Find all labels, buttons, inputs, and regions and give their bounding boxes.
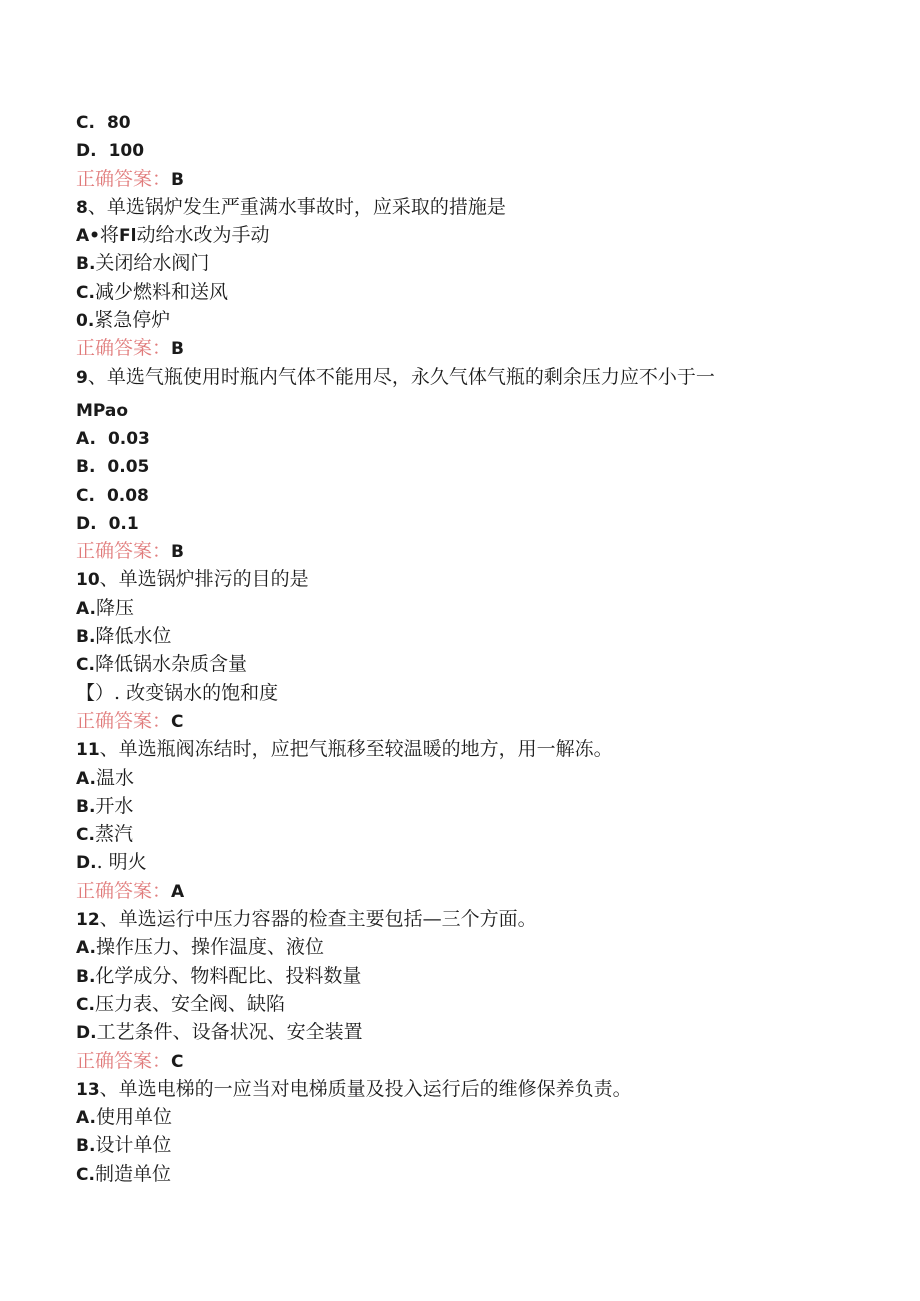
option-c-q8: C.减少燃料和送风: [76, 280, 228, 303]
option-d-q12: D.工艺条件、设备状况、安全装置: [76, 1021, 363, 1044]
option-d-q8: 0.紧急停炉: [76, 309, 171, 332]
answer-q11: 正确答案：A: [76, 879, 185, 902]
question-8-stem: 8、单选锅炉发生严重满水事故时，应采取的措施是: [76, 195, 506, 218]
exam-page: [76, 108, 876, 1188]
option-a-q13: A.使用单位: [76, 1106, 172, 1129]
answer-q12: 正确答案：C: [76, 1049, 184, 1072]
answer-q7: 正确答案：B: [76, 167, 184, 190]
question-11-stem: 11、单选瓶阀冻结时，应把气瓶移至较温暖的地方，用一解冻。: [76, 738, 613, 761]
option-c-q9: C. 0.08: [76, 485, 149, 506]
option-a-q12: A.操作压力、操作温度、液位: [76, 936, 324, 959]
option-c-q10: C.降低锅水杂质含量: [76, 653, 247, 676]
option-d-q10: 【）. 改变锅水的饱和度: [76, 681, 279, 704]
option-a-q11: A.温水: [76, 766, 134, 789]
option-b-q11: B.开水: [76, 794, 134, 817]
question-9-stem: 9、单选气瓶使用时瓶内气体不能用尽，永久气体气瓶的剩余压力应不小于一: [76, 365, 715, 388]
option-d-q11: D.. 明火: [76, 851, 147, 874]
question-10-stem: 10、单选锅炉排污的目的是: [76, 568, 309, 591]
option-c-q11: C.蒸汽: [76, 823, 133, 846]
option-b-q8: B.关闭给水阀门: [76, 252, 210, 275]
option-d-q9: D. 0.1: [76, 513, 139, 534]
option-b-q13: B.设计单位: [76, 1134, 172, 1157]
question-9-stem-cont: MPao: [76, 400, 129, 421]
option-c-q12: C.压力表、安全阀、缺陷: [76, 992, 285, 1015]
option-c-q13: C.制造单位: [76, 1162, 171, 1185]
option-d-q7: D. 100: [76, 141, 145, 162]
answer-q8: 正确答案：B: [76, 337, 184, 360]
question-13-stem: 13、单选电梯的一应当对电梯质量及投入运行后的维修保养负责。: [76, 1077, 632, 1100]
option-b-q10: B.降低水位: [76, 625, 172, 648]
option-c-q7: C. 80: [76, 113, 131, 133]
option-a-q10: A.降压: [76, 596, 134, 619]
option-b-q9: B. 0.05: [76, 457, 150, 478]
option-a-q8: A•将Fl动给水改为手动: [76, 224, 270, 247]
question-12-stem: 12、单选运行中压力容器的检查主要包括—三个方面。: [76, 908, 537, 931]
option-a-q9: A. 0.03: [76, 428, 150, 449]
answer-q9: 正确答案：B: [76, 540, 184, 563]
answer-q10: 正确答案：C: [76, 709, 184, 732]
option-b-q12: B.化学成分、物料配比、投料数量: [76, 964, 362, 987]
